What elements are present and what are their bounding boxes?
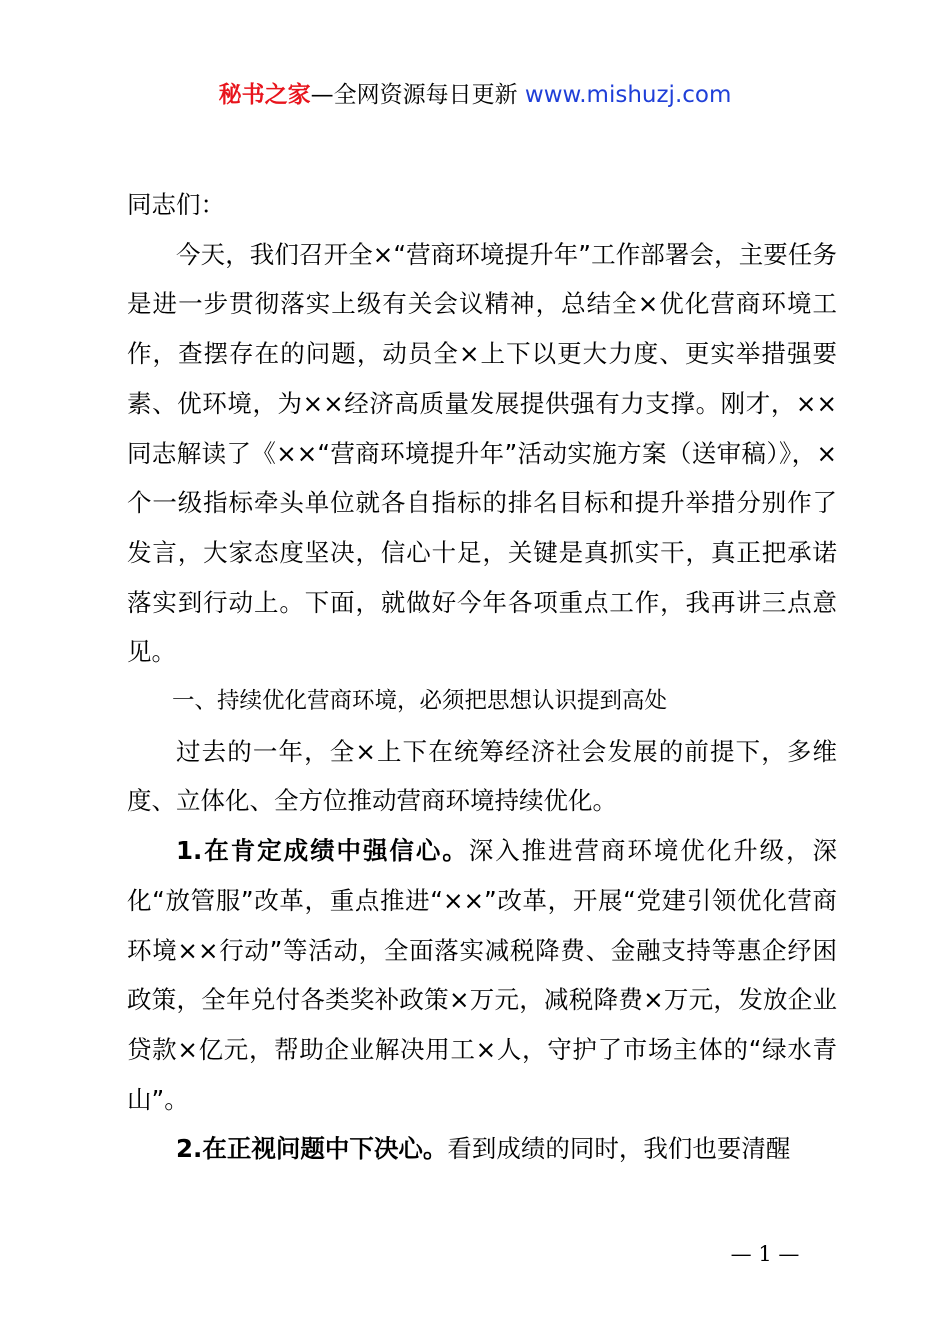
- page-number: — 1 —: [730, 1242, 800, 1266]
- section-heading-1: 一、持续优化营商环境，必须把思想认识提到高处: [172, 688, 668, 715]
- point-2: [127, 1124, 837, 1174]
- brand-name: 秘书之家: [218, 82, 311, 108]
- point-2-title: 2.在正视问题中下决心。: [176, 1134, 448, 1164]
- salutation: 同志们：: [127, 190, 225, 219]
- paragraph-intro: 今天，我们召开全×“营商环境提升年”工作部署会，主要任务是进一步贯彻落实上级有关会议精神，总结全×优化营商环境工作，查摆存在的问题，动员全×上下以更大力度、更实举措强要素、优环境，为××经济高质量发展提供强有力支撑。刚才，××同志解读了《××“营商环境提升年”活动实施方案（送审稿）》，×个一级指标牵头单位就各自指标的排名目标和提升举措分别作了发言，大家态度坚决，信心十足，关键是真抓实干，真正把承诺落实到行动上。下面，就做好今年各项重点工作，我再讲三点意见。: [127, 239, 837, 667]
- site-banner: [0, 78, 950, 112]
- point-2-text: 看到成绩的同时，我们也要清醒: [447, 1134, 791, 1164]
- point-1: [127, 826, 837, 1124]
- point-1-text: 深入推进营商环境优化升级，深化“放管服”改革，重点推进“××”改革，开展“党建引领优化营商环境××行动”等活动，全面落实减税降费、金融支持等惠企纾困政策，全年兑付各类奖补政策×万元，减税降费×万元，发放企业贷款×亿元，帮助企业解决用工×人，守护了市场主体的“绿水青山”。: [127, 836, 837, 1114]
- document-body: [127, 180, 837, 1174]
- point-1-title: 1.在肯定成绩中强信心。: [176, 836, 469, 866]
- paragraph-review: 过去的一年，全×上下在统筹经济社会发展的前提下，多维度、立体化、全方位推动营商环境持续优化。: [127, 736, 837, 816]
- banner-tagline: —全网资源每日更新: [310, 82, 525, 108]
- site-url-link[interactable]: www.mishuzj.com: [524, 82, 732, 108]
